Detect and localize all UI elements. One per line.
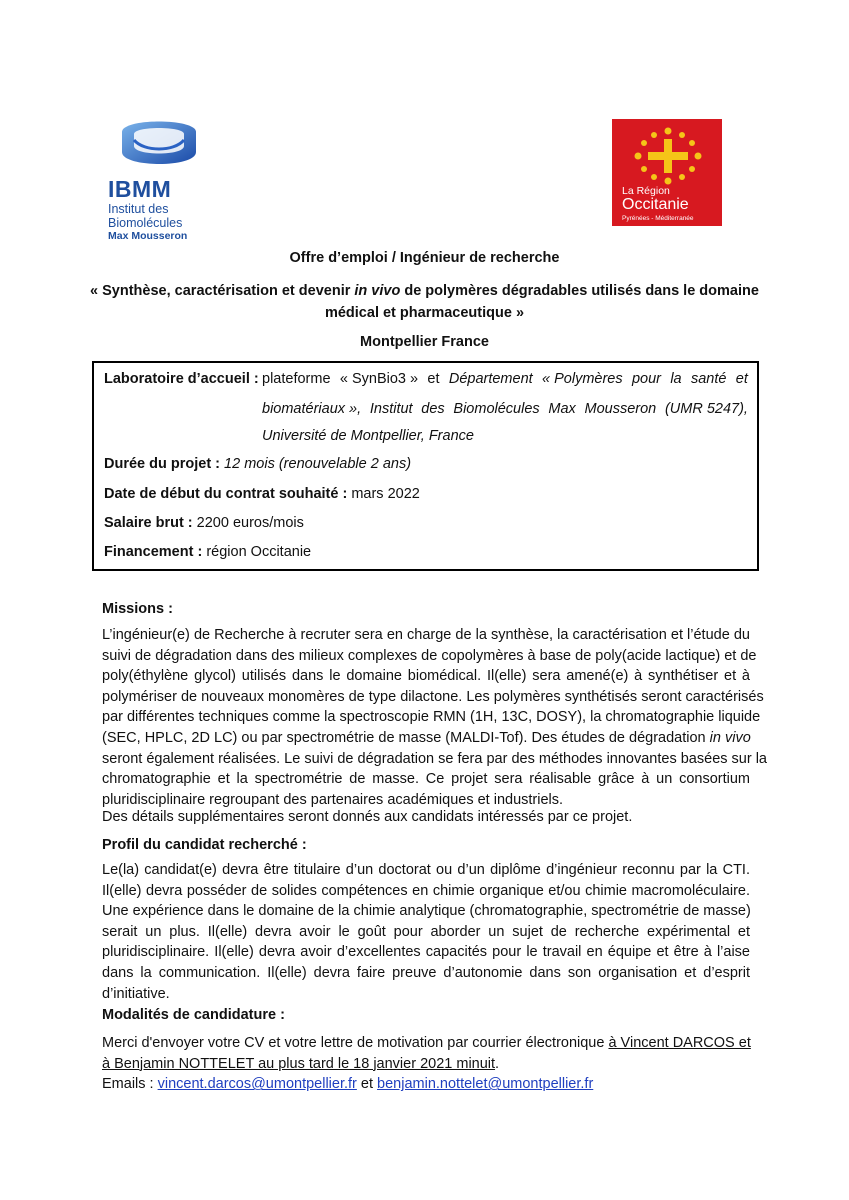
paragraph-line: serait un plus. Il(elle) devra avoir le goût pour aborder un sujet de recherche expérimental et: [102, 923, 750, 940]
contact-names: à Vincent DARCOS et: [608, 1035, 751, 1051]
paragraph-line: [102, 1033, 750, 1054]
emails-label: Emails :: [102, 1076, 158, 1093]
paragraph-line: d’initiative.: [102, 985, 170, 1002]
paragraph-line: chromatographie et la spectrométrie de masse. Ce projet sera réalisable grâce à un consortium: [102, 771, 750, 788]
occitanie-subtitle: La Région: [622, 185, 670, 197]
paragraph-line: pluridisciplinaire regroupant des partenaires académiques et industriels.: [102, 791, 564, 808]
missions-heading: Missions :: [102, 601, 173, 617]
paragraph-line: Une expérience dans le domaine de la chimie analytique (chromatographie, spectrométrie de masse): [102, 903, 751, 920]
lab-word: pour: [631, 371, 661, 387]
lab-word: et: [735, 371, 748, 387]
line-part: Merci d'envoyer votre CV et votre lettre de motivation par courrier électronique: [102, 1035, 609, 1051]
lab-word: la: [670, 371, 682, 387]
project-title-part: de polymères dégradables utilisés dans le domaine: [400, 283, 759, 299]
lab-word: Institut: [369, 401, 413, 417]
lab-word: et: [427, 371, 440, 387]
lab-word: Mousseron: [584, 401, 657, 417]
duration-row: [104, 453, 411, 475]
info-box: [92, 361, 759, 571]
line-part: .: [495, 1055, 500, 1072]
lab-value-line: Université de Montpellier, France: [262, 428, 474, 444]
project-title-emphasis: in vivo: [354, 283, 401, 299]
lab-value-line: [262, 398, 748, 420]
paragraph-line: [102, 1054, 750, 1075]
occitanie-name: Occitanie: [622, 196, 689, 213]
paragraph-line: suivi de dégradation dans des milieux complexes de copolymères à base de poly(acide lactique) et de: [102, 647, 757, 664]
missions-paragraph: [102, 625, 767, 810]
lab-value-line: [262, 368, 748, 390]
lab-label: Laboratoire d’accueil :: [104, 371, 259, 387]
start-date-label: Date de début du contrat souhaité :: [104, 486, 348, 502]
emails-line: [102, 1074, 750, 1095]
contact-deadline: à Benjamin NOTTELET au plus tard le 18 janvier 2021 minuit: [102, 1055, 496, 1072]
paragraph-line: Il(elle) devra posséder de solides compétences en chimie organique et/ou chimie macromoléculaire.: [102, 882, 750, 899]
funding-value: région Occitanie: [206, 544, 312, 560]
email-link-nottelet[interactable]: benjamin.nottelet@umontpellier.fr: [377, 1076, 594, 1093]
salary-value: 2200 euros/mois: [196, 515, 304, 531]
job-title: Offre d’emploi / Ingénieur de recherche: [289, 250, 560, 266]
start-date-value: mars 2022: [351, 486, 420, 502]
profile-paragraph: [102, 860, 750, 1004]
paragraph-line: seront également réalisées. Le suivi de dégradation se fera par des méthodes innovantes basées sur la: [102, 750, 767, 767]
line-part: (SEC, HPLC, 2D LC) ou par spectrométrie de masse (MALDI-Tof). Des études de dégradation: [102, 729, 710, 746]
salary-label: Salaire brut :: [104, 515, 193, 531]
lab-word: des: [421, 401, 445, 417]
lab-word: plateforme: [262, 371, 331, 387]
location: Montpellier France: [360, 334, 489, 350]
duration-label: Durée du projet :: [104, 456, 221, 472]
ibmm-subtitle: Institut des: [108, 202, 169, 216]
details-paragraph: [102, 807, 750, 828]
paragraph-line: L’ingénieur(e) de Recherche à recruter sera en charge de la synthèse, la caractérisation et l’étude du: [102, 627, 750, 643]
ibmm-subtitle: Biomolécules: [108, 216, 183, 230]
lab-word: « Polymères: [542, 371, 623, 387]
line-emphasis: in vivo: [709, 729, 751, 746]
ibmm-ring-icon: [114, 112, 204, 174]
funding-row: [104, 541, 311, 563]
paragraph-line: par différentes techniques comme la spectroscopie RMN (1H, 13C, DOSY), la chromatographie liquide: [102, 709, 761, 726]
occitanie-tagline: Pyrénées - Méditerranée: [622, 215, 694, 222]
ibmm-subtitle: Max Mousseron: [108, 230, 188, 242]
duration-value: 12 mois (renouvelable 2 ans): [224, 456, 412, 472]
lab-word: Biomolécules: [453, 401, 540, 417]
paragraph-line: poly(éthylène glycol) utilisés dans le domaine biomédical. Il(elle) sera amené(e) à synthétiser et à: [102, 668, 750, 685]
lab-word: « SynBio3 »: [339, 371, 419, 387]
application-heading: Modalités de candidature :: [102, 1007, 285, 1023]
salary-row: [104, 512, 304, 534]
occitanie-logo: [612, 119, 722, 226]
project-title: [0, 280, 849, 324]
occitan-cross-icon: [632, 125, 704, 187]
paragraph-line: polymériser de nouveaux monomères de type dilactone. Les polymères synthétisés seront caractérisés: [102, 688, 764, 705]
profile-heading: Profil du candidat recherché :: [102, 837, 307, 853]
paragraph-line: pluridisciplinaire. Il(elle) devra avoir d’excellentes capacités pour le travail en équipe et être à l’aise: [102, 944, 750, 961]
lab-word: Département: [448, 371, 533, 387]
lab-word: (UMR 5247),: [664, 401, 748, 417]
funding-label: Financement :: [104, 544, 203, 560]
paragraph-line: [102, 728, 750, 749]
email-link-darcos[interactable]: vincent.darcos@umontpellier.fr: [157, 1076, 357, 1093]
ibmm-name: IBMM: [108, 176, 172, 202]
paragraph-line: Le(la) candidat(e) devra être titulaire d’un doctorat ou d’un diplôme d’ingénieur reconnu par la CTI.: [102, 862, 750, 878]
project-title-part: « Synthèse, caractérisation et devenir: [90, 283, 355, 299]
project-title-part: médical et pharmaceutique »: [324, 305, 525, 321]
paragraph-line: dans la communication. Il(elle) devra faire preuve d’autonomie dans son organisation et d’esprit: [102, 964, 750, 981]
lab-word: Max: [548, 401, 576, 417]
application-paragraph: [102, 1033, 750, 1095]
ibmm-logo: [104, 112, 214, 242]
lab-word: biomatériaux »,: [262, 401, 362, 417]
lab-word: santé: [690, 371, 727, 387]
start-date-row: [104, 483, 420, 505]
emails-separator: et: [356, 1076, 378, 1093]
paragraph-line: Des détails supplémentaires seront donnés aux candidats intéressés par ce projet.: [102, 809, 633, 825]
